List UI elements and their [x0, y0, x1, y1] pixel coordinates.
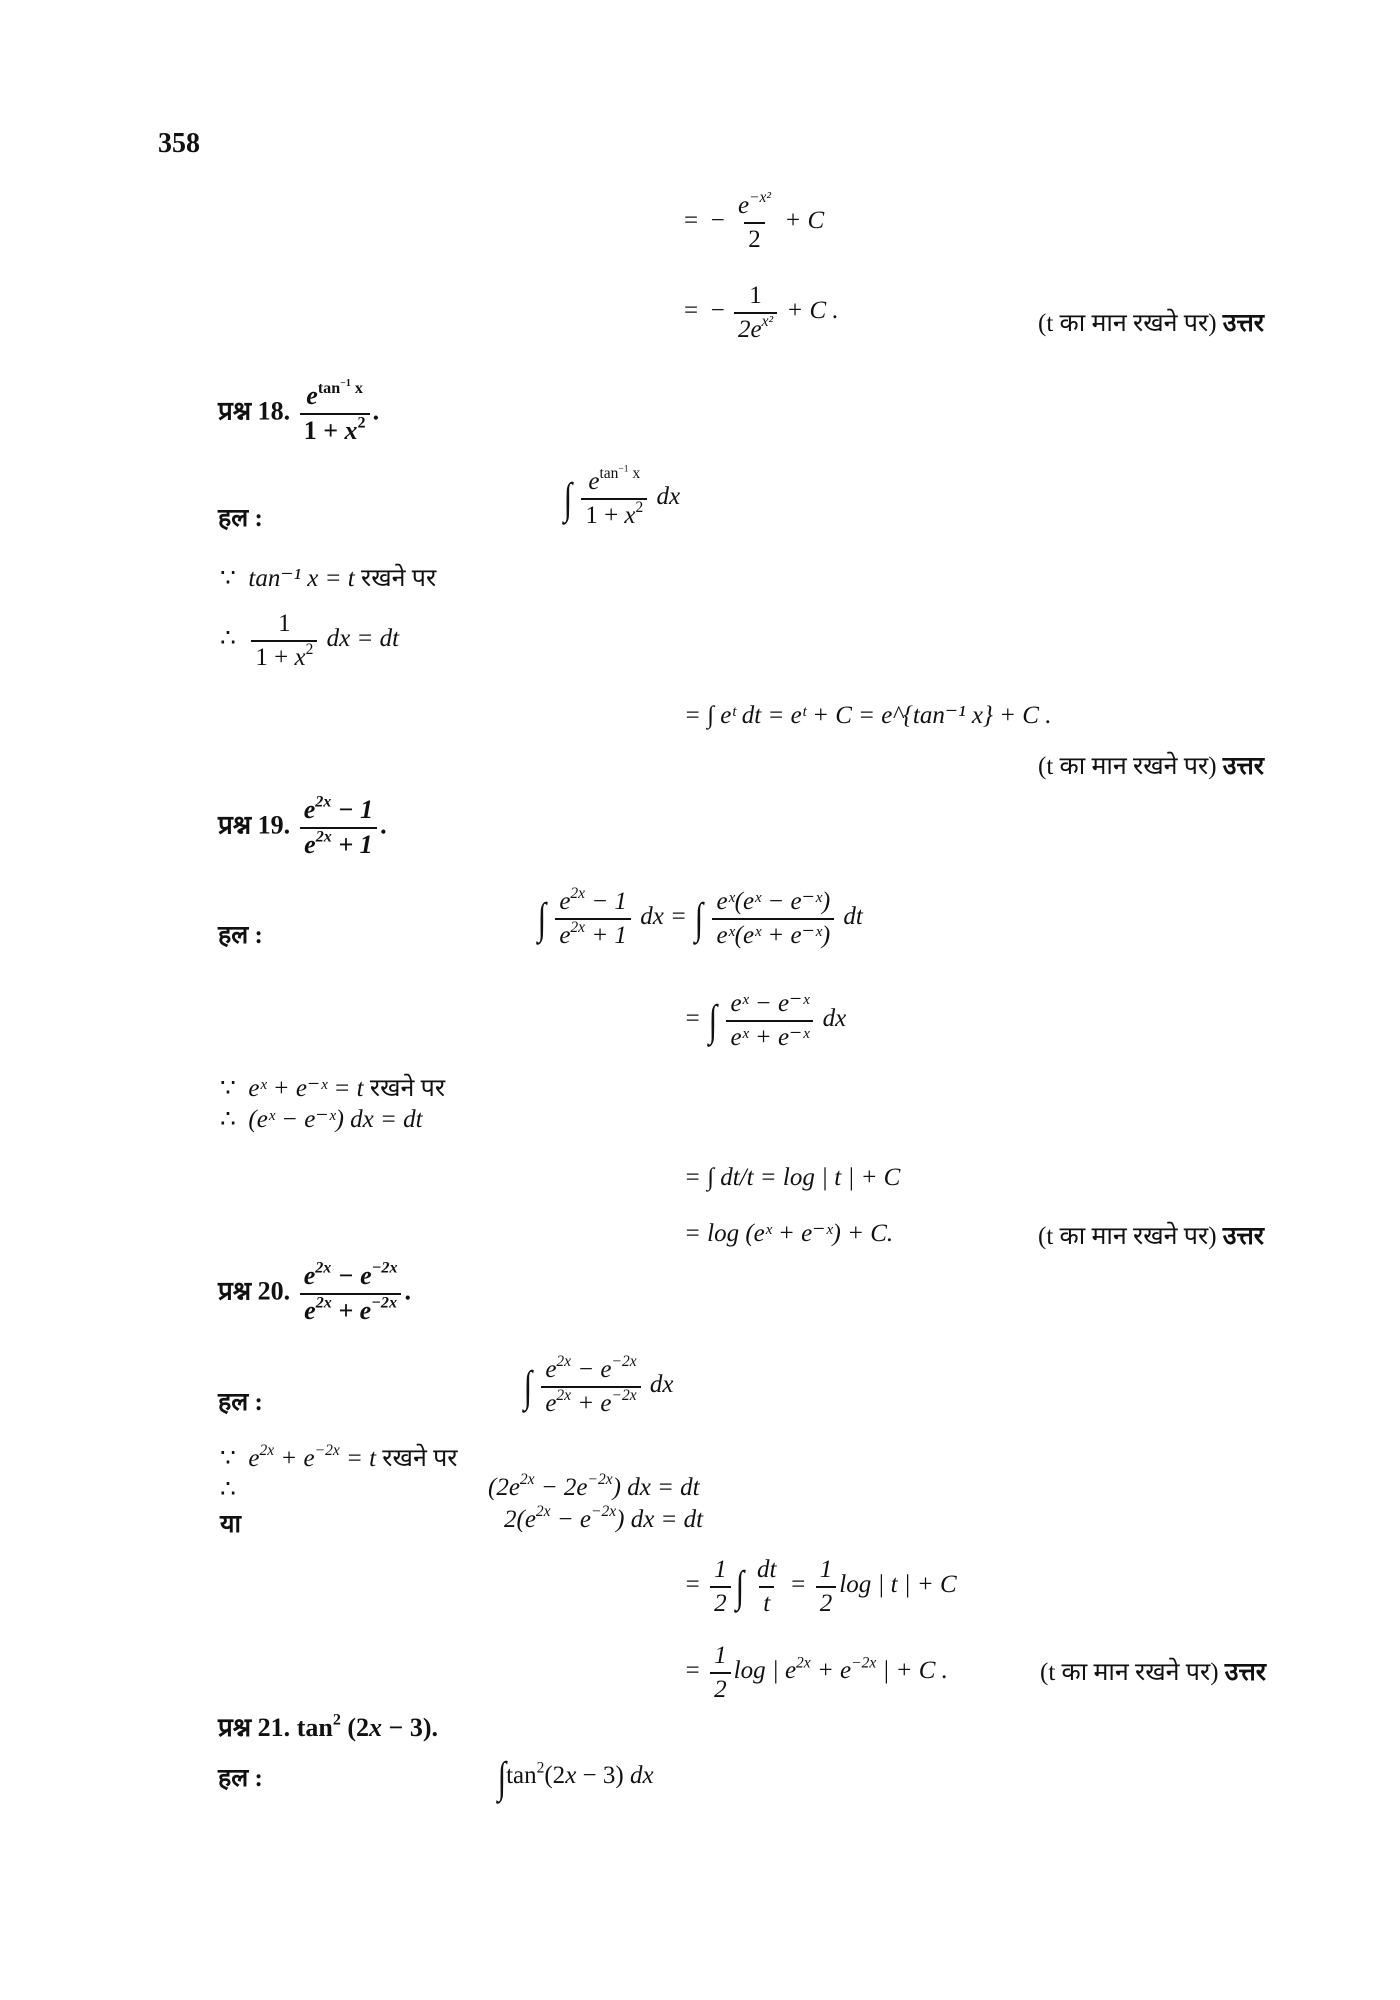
fraction: $\frac{e^{-x^2}}{2}$ [737, 189, 772, 253]
question-expression: $\frac{e^{tan^{-1} x}}{1 + x^2}$ [300, 382, 370, 445]
solution-label: हल : [218, 922, 263, 949]
question-18: प्रश्न 18. $\frac{e^{tan^{-1} x}}{1 + x^2}$ . [218, 377, 380, 445]
question-20: प्रश्न 20. $\frac{e^{2x} - e^{-2x}}{e^{2x} + e^{-2x}}$ . [218, 1259, 412, 1325]
q18-result: = ∫ eᵗ dt = eᵗ + C = e^{tan⁻¹ x} + C . [684, 702, 1052, 729]
answer-note [1038, 305, 1264, 339]
question-label: प्रश्न 20. [218, 1276, 291, 1306]
q18-differential: ∴ $\frac{1}{1 + x^2}$ dx = dt [220, 610, 400, 671]
q18-substitution: ∵ tan⁻¹ x = t रखने पर [220, 565, 437, 592]
q20-differential-1: $(2e^{2x} - 2e^{-2x})$ dx = dt [488, 1471, 700, 1501]
q20-step-2: = $\frac{1}{2}$ log | $e^{2x} + e^{-2x}$ | + C . [684, 1642, 948, 1703]
question-label: प्रश्न 19. [218, 810, 291, 840]
answer-note: (t का मान रखने पर) उत्तर [1038, 753, 1264, 780]
question-21 [218, 1708, 438, 1744]
solution-label: हल : [218, 505, 263, 532]
fraction: $\frac{1}{2e^{x^2}}$ [734, 282, 777, 343]
solution-label: हल : [218, 1765, 263, 1792]
minus-sign: − [710, 297, 725, 325]
question-expression: $\tan^2 (2x - 3)$. [296, 1711, 439, 1742]
solution-label: हल : [218, 1389, 263, 1416]
q19-integral-1: ∫ $\frac{e^{2x} - 1}{e^{2x} + 1}$ dx = ∫ $\frac{\text{eˣ(eˣ − e⁻ˣ)}}{\text{eˣ(eˣ + e⁻ˣ)}}$ dt [537, 885, 863, 949]
q20-integral: ∫ $\frac{e^{2x} - e^{-2x}}{e^{2x} + e^{-2x}}$ dx [523, 1353, 674, 1417]
continuation-line-1 [684, 189, 825, 253]
or-label: या [220, 1511, 241, 1538]
integral-sign: ∫ [563, 474, 573, 523]
equals-sign: = [684, 207, 699, 235]
minus-sign: − [710, 207, 725, 235]
constant-tail: + C [784, 207, 825, 235]
answer-note: (t का मान रखने पर) उत्तर [1040, 1659, 1266, 1686]
answer-label: उत्तर [1222, 310, 1264, 337]
q18-integral: ∫ $\frac{e^{tan^{-1} x}}{1 + x^2}$ dx [563, 463, 681, 529]
q20-differential-2: $2(e^{2x} - e^{-2x})$ dx = dt [504, 1503, 704, 1533]
question-label: प्रश्न 18. [218, 396, 291, 426]
q19-integral-2: = ∫ $\frac{\text{eˣ − e⁻ˣ}}{\text{eˣ + e⁻ˣ}}$ dx [684, 990, 847, 1051]
q19-differential: ∴ (eˣ − e⁻ˣ) dx = dt [220, 1106, 423, 1133]
q19-step-1: = ∫ dt/t = log | t | + C [684, 1164, 901, 1191]
continuation-line-2 [684, 282, 839, 343]
therefore-symbol: ∴ [220, 1476, 236, 1503]
question-19: प्रश्न 19. $\frac{e^{2x} - 1}{e^{2x} + 1}$ . [218, 793, 387, 859]
question-label: प्रश्न 21. [218, 1713, 291, 1742]
substitute-note: (t का मान रखने पर) [1038, 310, 1217, 337]
constant-tail: + C . [786, 297, 839, 325]
q19-step-2: = log (eˣ + e⁻ˣ) + C. [684, 1220, 894, 1247]
q20-step-1: = $\frac{1}{2}$ ∫ $\frac{dt}{t}$ = $\frac{1}{2}$ log | t | + C [684, 1556, 957, 1617]
equals-sign: = [684, 297, 699, 325]
q19-substitution: ∵ eˣ + e⁻ˣ = t रखने पर [220, 1075, 446, 1102]
page-number: 358 [158, 128, 200, 159]
q21-integral: $\int\tan^2(2x - 3)$ dx [497, 1753, 654, 1802]
q20-substitution: ∵ $e^{2x} + e^{-2x} = t$ रखने पर [220, 1442, 458, 1472]
answer-note: (t का मान रखने पर) उत्तर [1038, 1223, 1264, 1250]
